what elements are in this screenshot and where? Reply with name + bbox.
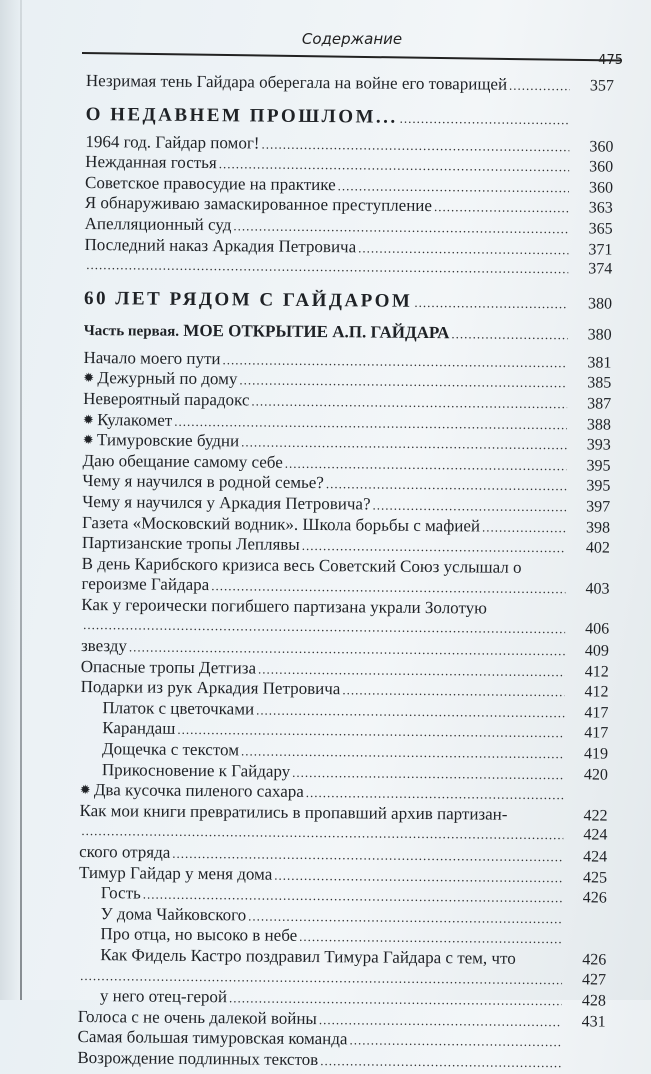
- toc-page-number: 387: [573, 394, 611, 415]
- toc-section-heading: [86, 102, 614, 133]
- toc-page-number: 425: [569, 868, 607, 889]
- toc-entry-title: Чему я научился в родной семье?: [82, 471, 324, 494]
- toc-page-number: 365: [575, 219, 613, 240]
- toc-entry-title: Последний наказ Аркадия Петровича: [84, 235, 356, 258]
- running-head-title: Содержание: [82, 30, 622, 48]
- toc-entry-title: героизме Гайдара: [81, 574, 209, 596]
- toc-page-number: 381: [573, 353, 611, 374]
- toc-page-number: 412: [571, 683, 609, 704]
- toc-page-number: 385: [573, 374, 611, 395]
- toc-page-number: 426: [569, 888, 607, 909]
- toc-page-number: 398: [572, 518, 610, 539]
- toc-entry-title: Невероятный парадокс: [83, 389, 249, 411]
- toc-entry-title: Опасные тропы Детгиза: [81, 657, 256, 679]
- toc-entry-title: звезду: [81, 636, 127, 657]
- toc-page-number: 424: [569, 847, 607, 868]
- toc-page-number: 420: [570, 765, 608, 786]
- toc-page-number: 412: [571, 662, 609, 683]
- toc-entry-title: 1964 год. Гайдар помог!: [85, 132, 259, 154]
- table-of-contents: [77, 71, 614, 1073]
- running-head-rule: [82, 52, 622, 62]
- toc-entry-title: Как Фидель Кастро поздравил Тимура Гайдара с тем, что: [78, 945, 516, 969]
- toc-page-number: 431: [568, 1012, 606, 1033]
- running-head: [82, 22, 622, 62]
- dot-leader: [451, 320, 568, 349]
- toc-page-number: 380: [574, 291, 612, 317]
- page-gutter-shadow: [0, 0, 22, 1000]
- toc-part-heading: [84, 316, 612, 349]
- toc-page-number: 357: [576, 76, 614, 97]
- dot-leader: [320, 1051, 561, 1074]
- toc-entry-title: у него отец-герой: [78, 986, 227, 1008]
- toc-page-number: 417: [570, 703, 608, 724]
- toc-entry-title: Про отца, но высоко в небе: [78, 924, 297, 947]
- dot-leader: [482, 517, 566, 538]
- toc-entry-title: ✹ Тимуровские будни: [83, 430, 240, 453]
- toc-entry: [77, 1048, 605, 1073]
- toc-entry-title: ского отряда: [79, 842, 170, 863]
- toc-page-number: 380: [574, 321, 612, 349]
- toc-entry-title: Я обнаруживаю замаскированное преступление: [85, 193, 432, 217]
- toc-page-number: 402: [572, 538, 610, 559]
- toc-page-number: 426: [568, 950, 606, 971]
- toc-entry-title: В день Карибского кризиса весь Советский Союз услышал о: [82, 554, 522, 578]
- toc-entry-title: 60 ЛЕТ РЯДОМ С ГАЙДАРОМ: [84, 286, 413, 315]
- toc-entry-title: [84, 316, 450, 348]
- toc-page-number: 363: [575, 199, 613, 220]
- toc-page-number: 395: [572, 477, 610, 498]
- toc-entry-title: Гость: [79, 883, 141, 904]
- dot-leader: [489, 613, 565, 614]
- toc-entry-title: Апелляционный суд: [85, 214, 232, 236]
- toc-entry-title: Газета «Московский водник». Школа борьбы с мафией: [82, 512, 480, 536]
- toc-entry-title: Как у героически погибшего партизана украли Золотую: [81, 595, 487, 619]
- toc-entry-title: Прикосновение к Гайдару: [80, 760, 290, 782]
- toc-page-number: 388: [573, 415, 611, 436]
- toc-page-number: 374: [574, 259, 612, 280]
- toc-entry-title: Чему я научился у Аркадия Петровича?: [82, 492, 370, 515]
- toc-entry-title: Возрождение подлинных текстов: [77, 1048, 318, 1071]
- toc-page-number: 409: [571, 641, 609, 662]
- toc-entry-title: Начало моего пути: [83, 348, 220, 370]
- toc-page-number: 424: [569, 826, 607, 847]
- toc-entry-title: Даю обещание самому себе: [83, 451, 283, 473]
- toc-page-number: 360: [575, 157, 613, 178]
- toc-page-number: 422: [569, 806, 607, 827]
- toc-page-number: 419: [570, 744, 608, 765]
- toc-page-number: 397: [572, 497, 610, 518]
- toc-page-number: 427: [568, 970, 606, 991]
- toc-entry-title: Голоса с не очень далекой войны: [78, 1007, 317, 1030]
- toc-entry-title: Нежданная гостья: [85, 152, 217, 174]
- toc-page-number: 406: [571, 620, 609, 641]
- toc-page-number: 371: [574, 240, 612, 261]
- toc-entry-title: Карандаш: [80, 718, 175, 739]
- toc-page-number: 360: [575, 178, 613, 199]
- dot-leader: [414, 290, 568, 317]
- toc-entry-title: Платок с цветочками: [80, 698, 254, 720]
- part-prefix: Часть первая.: [84, 323, 179, 340]
- dot-leader: [86, 255, 568, 280]
- toc-page-number: 395: [572, 456, 610, 477]
- dot-leader: [434, 197, 569, 219]
- dot-leader: [509, 76, 570, 97]
- toc-entry-title: Подарки из рук Аркадия Петровича: [81, 677, 341, 700]
- toc-entry-title: Самая большая тимуровская команда: [77, 1027, 347, 1050]
- toc-page-number: 417: [570, 724, 608, 745]
- toc-page-number: 428: [568, 991, 606, 1012]
- toc-entry-title: О НЕДАВНЕМ ПРОШЛОМ...: [86, 102, 398, 131]
- toc-entry-title: Советское правосудие на практике: [85, 173, 336, 196]
- toc-entry-title: ✹ Два кусочка пиленого сахара: [80, 780, 304, 804]
- toc-entry-title: Партизанские тропы Леплявы: [82, 533, 300, 555]
- toc-entry-title: Незримая тень Гайдара оберегала на войне его товарищей: [86, 71, 507, 95]
- page-number: 475: [598, 53, 623, 68]
- toc-entry-title: ✹ Дежурный по дому: [83, 368, 237, 391]
- toc-entry-title: Дощечка с текстом: [80, 739, 239, 761]
- toc-page-number: 393: [573, 435, 611, 456]
- toc-page-number: 403: [571, 580, 609, 601]
- toc-section-heading: [84, 286, 612, 317]
- toc-entry-title: ✹ Кулакомет: [83, 410, 172, 432]
- dot-leader: [400, 105, 570, 132]
- toc-entry-title: Тимур Гайдар у меня дома: [79, 863, 272, 885]
- toc-entry-title: У дома Чайковского: [79, 904, 247, 926]
- part-title: МОЕ ОТКРЫТИЕ А.П. ГАЙДАРА: [183, 321, 449, 342]
- toc-page-number: 360: [575, 137, 613, 158]
- page-binding-edge: [20, 0, 22, 1000]
- toc-entry-title: Как мои книги превратились в пропавший архив партизан-: [79, 801, 507, 825]
